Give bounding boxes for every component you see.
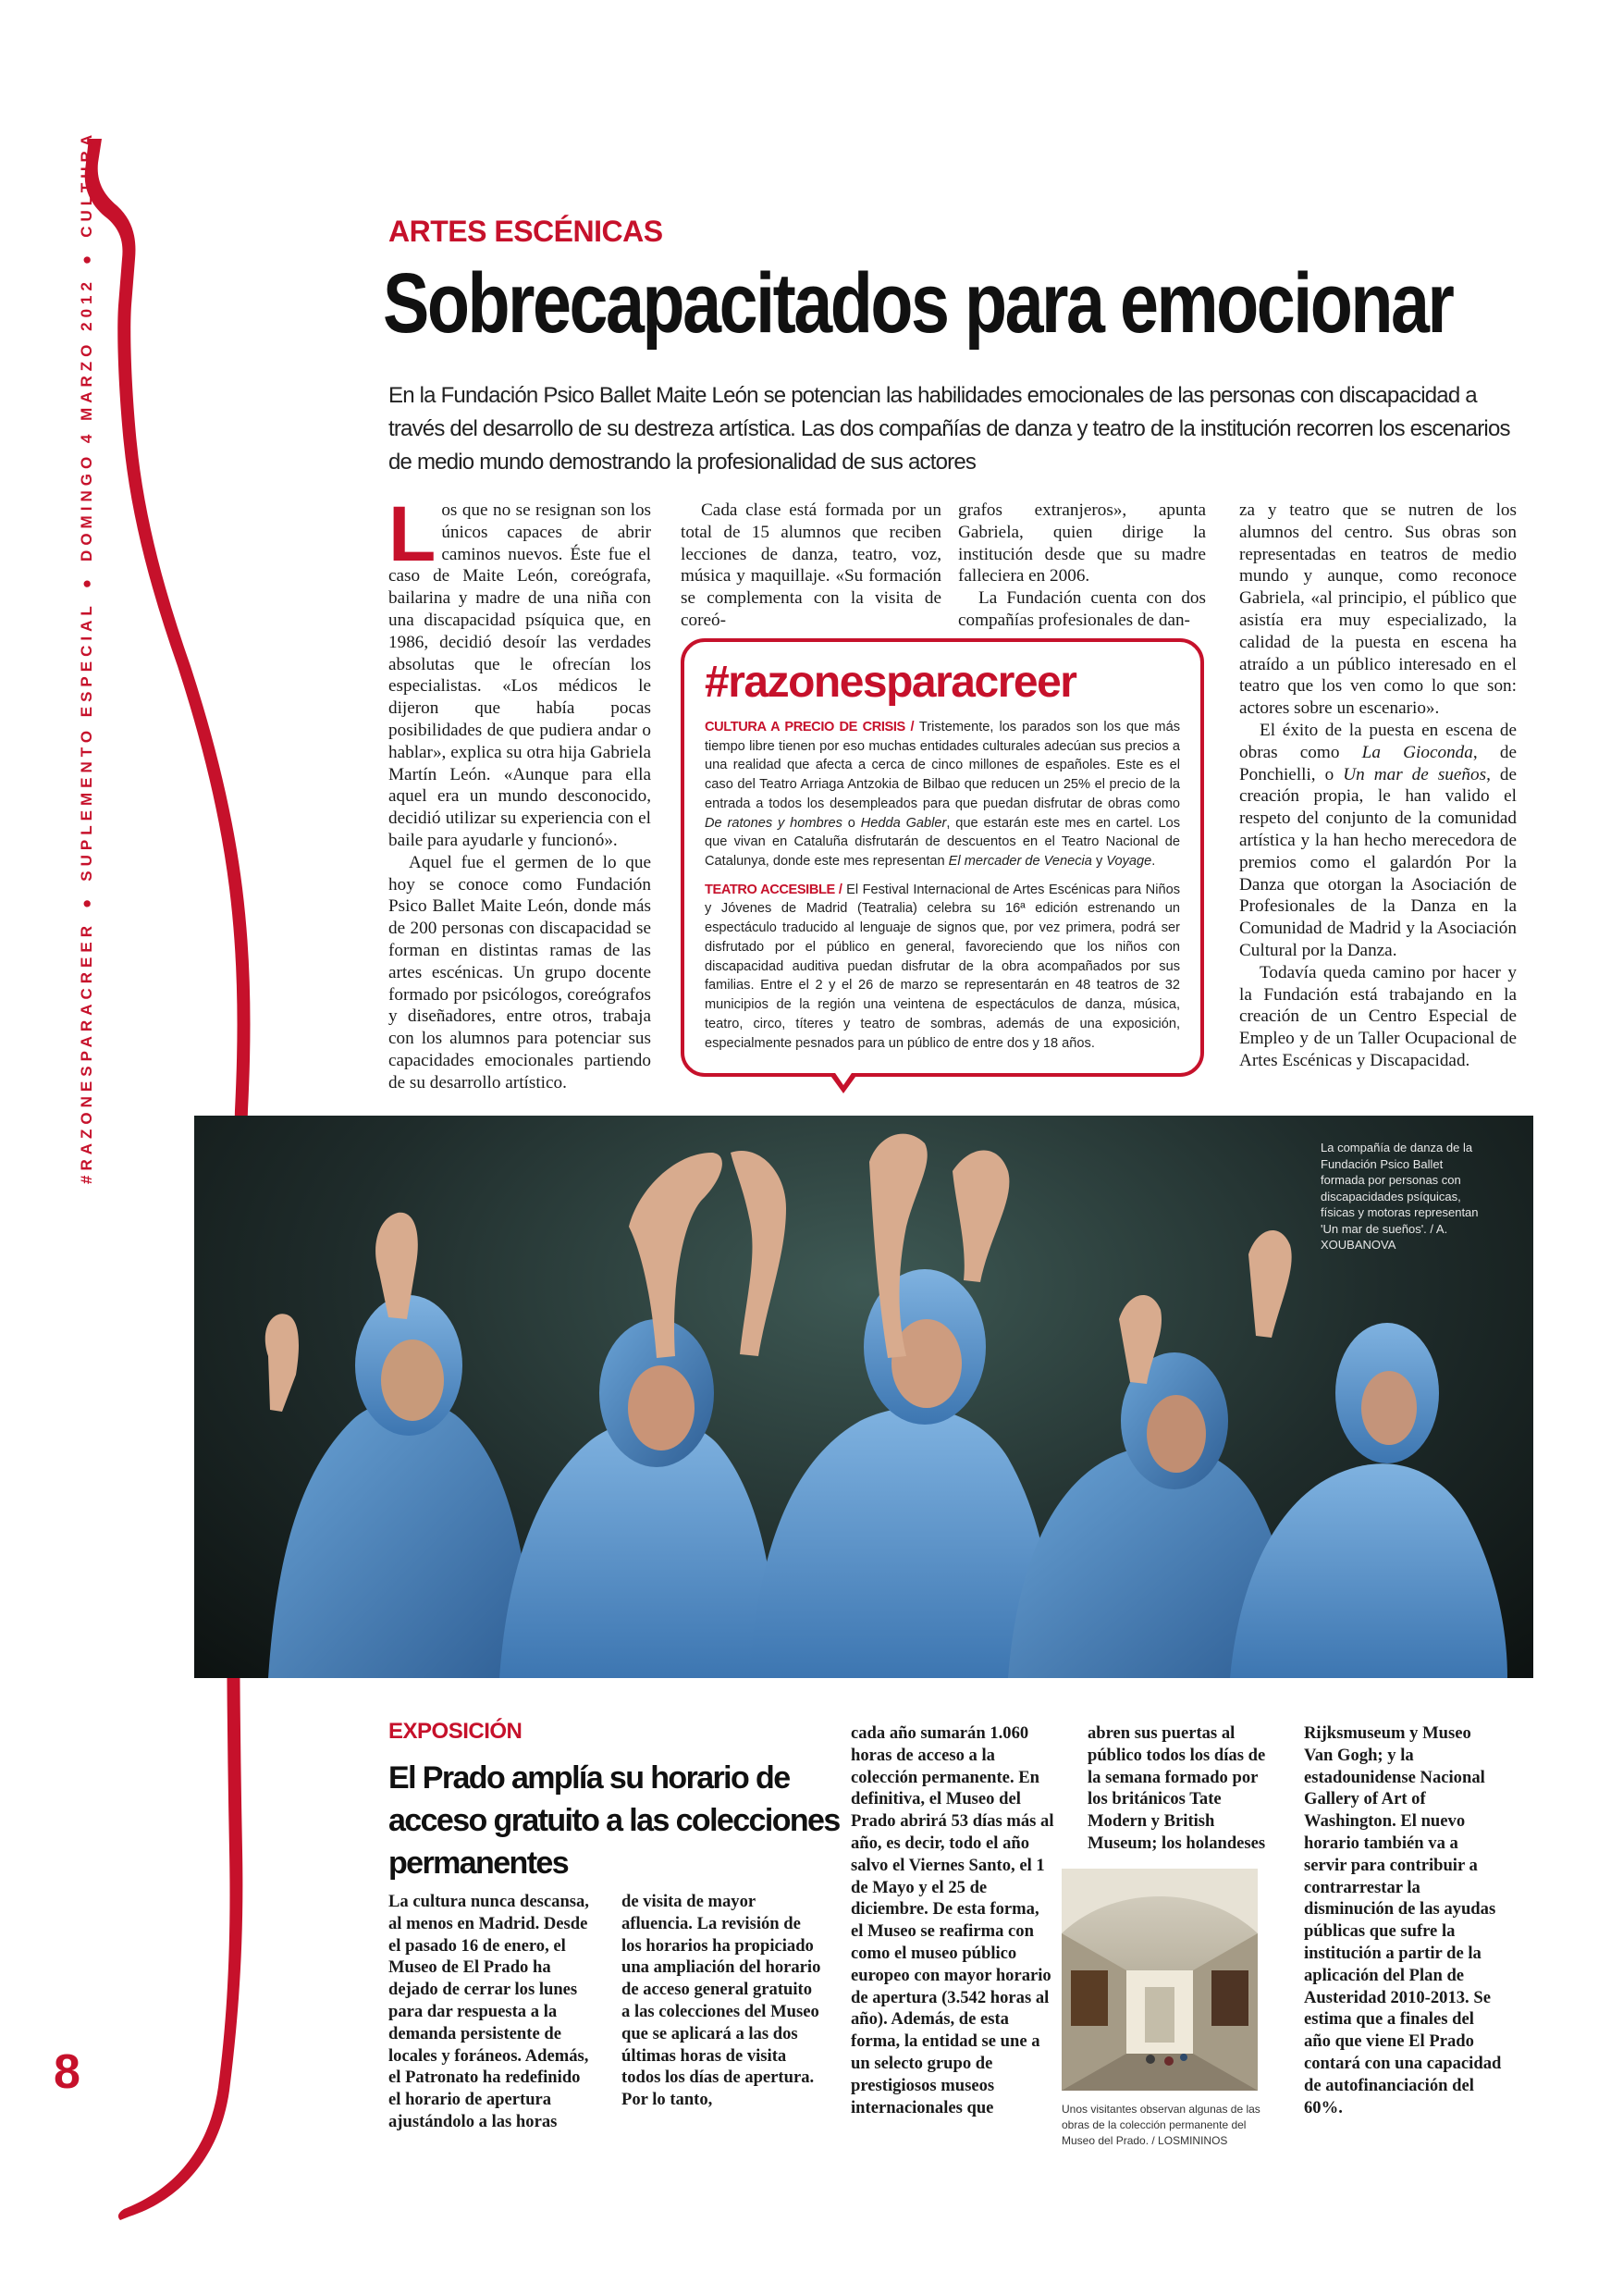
callout-item: TEATRO ACCESIBLE / El Festival Internacional de Artes Escénicas para Niños y Jóvenes de Madrid (Teatralia) celebra su 16ª edición estrenando un espectáculo traducido al lenguaje de signos que, por vez primera, podrá ser disfrutado por el público en general, favoreciendo que los niños con discapacidad auditiva puedan disfrutar de la obra acompañados por sus familias. Entre el 2 y el 26 de marzo se representarán en 48 teatros de 32 municipios de la región una veintena de espectáculos de danza, música, teatro, circo, títeres y teatro de sombras, además de una exposición, especialmente pesnados para un público de entre dos y 18 años. [705,882,1180,1051]
section-kicker: ARTES ESCÉNICAS [388,215,663,248]
main-headline: Sobrecapacitados para emocionar [383,256,1453,351]
article-column-2 [681,500,941,632]
strip-date: DOMINGO 4 MARZO 2012 [78,278,95,562]
callout-pointer-inner [833,1070,854,1085]
paragraph: Cada clase está formada por un total de 15 alumnos que reciben lecciones de danza, teatro, voz, música y maquillaje. «Su formación se complementa con la visita de coreó- [681,500,941,630]
article-column-5: Rijksmuseum y Museo Van Gogh; y la estadounidense Nacional Gallery of Art of Washington. El nuevo horario también va a servir para contribuir a contrarrestar la disminución de las ayudas públicas que sufre la institución a partir de la aplicación del Plan de Austeridad 2010-2013. Se estima que a finales del año que viene El Prado contará con una capacidad de autofinanciación del 60%. [1304,1723,1502,2117]
paragraph: grafos extranjeros», apunta Gabriela, quien dirige la institución desde que su madre falleciera en 2006. [958,500,1206,586]
gallery-illustration [1062,1869,1258,2091]
paragraph: Los que no se resignan son los únicos capaces de abrir caminos nuevos. Éste fue el caso de Maite León, coreógrafa, bailarina y madre de una niña con una discapacidad psíquica que, en 1986, decidió desoír las verdades absolutas que le ofrecían los especialistas. «Los médicos le dijeron que había pocas posibilidades de que pudiera andar o hablar», explica su otra hija Gabriela Martín León. «Aunque para ella aquel era un mundo desconocido, decidió utilizar su experiencia con el baile para ayudarle y funcionó». [388,490,651,850]
secondary-headline: El Prado amplía su horario de acceso gratuito a las colecciones permanentes [388,1760,840,1881]
paragraph: Aquel fue el germen de lo que hoy se conoce como Fundación Psico Ballet Maite León, donde más de 200 personas con discapacidad se forman en distintas ramas de las artes escénicas. Un grupo docente formado por psicólogos, coreógrafos y diseñadores, entre otros, trabaja con los alumnos para potenciar sus capacidades emocionales partiendo de su desarrollo artístico. [388,852,651,1092]
strip-bullet: ● [78,894,95,908]
photo-caption: La compañía de danza de la Fundación Psico Ballet formada por personas con discapacidades psíquicas, físicas y motoras representan 'Un mar de sueños'. / A. XOUBANOVA [1321,1141,1479,1253]
page-number: 8 [54,2045,80,2099]
standfirst: En la Fundación Psico Ballet Maite León se potencian las habilidades emocionales de las personas con discapacidad a través del desarrollo de su destreza artística. Las dos compañías de danza y teatro de la institución recorren los escenarios de medio mundo demostrando la profesionalidad de sus actores [388,383,1510,475]
prado-gallery-photo [1062,1869,1258,2091]
strip-hashtag: #RAZONESPARACREER [78,921,95,1184]
paragraph: La Fundación cuenta con dos compañías profesionales de dan- [958,588,1206,630]
article-column-3: cada año sumarán 1.060 horas de acceso a la colección permanente. En definitiva, el Museo del Prado abrirá 53 días más al año, es decir, todo el año salvo el Viernes Santo, el 1 de Mayo y el 25 de diciembre. De esta forma, el Museo se reafirma con como el museo público europeo con mayor horario de apertura (3.542 horas al año). Además, de esta forma, la entidad se une a un selecto grupo de prestigiosos museos internacionales que [851,1723,1054,2117]
article-column-4: abren sus puertas al público todos los días de la semana formado por los británicos Tate Modern y British Museum; los holandeses [1088,1723,1266,1853]
strip-supplement: SUPLEMENTO ESPECIAL [78,601,95,882]
section-kicker-exposicion: EXPOSICIÓN [388,1719,523,1744]
prado-photo-caption: Unos visitantes observan algunas de las obras de la colección permanente del Museo del Prado. / LOSMININOS [1062,2103,1260,2147]
hashtag-callout-box [681,638,1204,1077]
callout-item: CULTURA A PRECIO DE CRISIS / Tristemente, los parados son los que más tiempo libre tienen por eso muchas entidades culturales adecúan sus precios a una realidad que afecta a cerca de cinco millones de españoles. Este es el caso del Teatro Arriaga Antzokia de Bilbao que reducen un 25% el precio de la entrada a todos los desempleados para que puedan disfrutar de obras como De ratones y hombres o Hedda Gabler, que estarán este mes en cartel. Los que vivan en Cataluña disfrutarán de descuentos en el Teatro Nacional de Catalunya, donde este mes representan El mercader de Venecia y Voyage. [705,720,1180,870]
article-column-1: La cultura nunca descansa, al menos en Madrid. Desde el pasado 16 de enero, el Museo de El Prado ha dejado de cerrar los lunes para dar respuesta a la demanda persistente de locales y foráneos. Además, el Patronato ha redefinido el horario de apertura ajustándolo a las horas [388,1892,589,2131]
paragraph: za y teatro que se nutren de los alumnos del centro. Sus obras son representadas en teatros de medio mundo y aunque, como reconoce Gabriela, «al principio, el público que asistía era muy especializado, la calidad de la puesta en escena ha atraído a un público interesado en el teatro que los ven como lo que son: actores sobre un escenario». [1239,500,1517,719]
article-column-3 [958,500,1206,632]
drop-cap: L [388,490,436,577]
article-column-1 [388,490,651,1094]
paragraph: El éxito de la puesta en escena de obras como La Gioconda, de Ponchielli, o Un mar de sueños, de creación propia, le han valido el respeto del conjunto de la comunidad artística y la han hecho merecedora de premios como el galardón Por la Danza que otorgan la Asociación de Profesionales de la Danza en la Comunidad de Madrid y la Asociación Cultural por la Danza. [1239,720,1517,960]
strip-bullet: ● [78,250,95,265]
callout-item-lead: CULTURA A PRECIO DE CRISIS / [705,720,915,734]
article-column-4 [1239,500,1517,1072]
article-column-2: de visita de mayor afluencia. La revisión de los horarios ha propiciado una ampliación del horario de acceso general gratuito a las colecciones del Museo que se aplicará a las dos últimas horas de visita todos los días de apertura. Por lo tanto, [621,1892,821,2110]
paragraph: Todavía queda camino por hacer y la Fundación está trabajando en la creación de un Centro Especial de Empleo y de un Taller Ocupacional de Artes Escénicas y Discapacidad. [1239,962,1517,1070]
callout-item-lead: TEATRO ACCESIBLE / [705,882,842,897]
strip-bullet: ● [78,574,95,589]
side-strip [67,130,107,1184]
callout-title: #razonesparacreer [705,658,1076,707]
strip-section: CULTURA [78,130,95,238]
